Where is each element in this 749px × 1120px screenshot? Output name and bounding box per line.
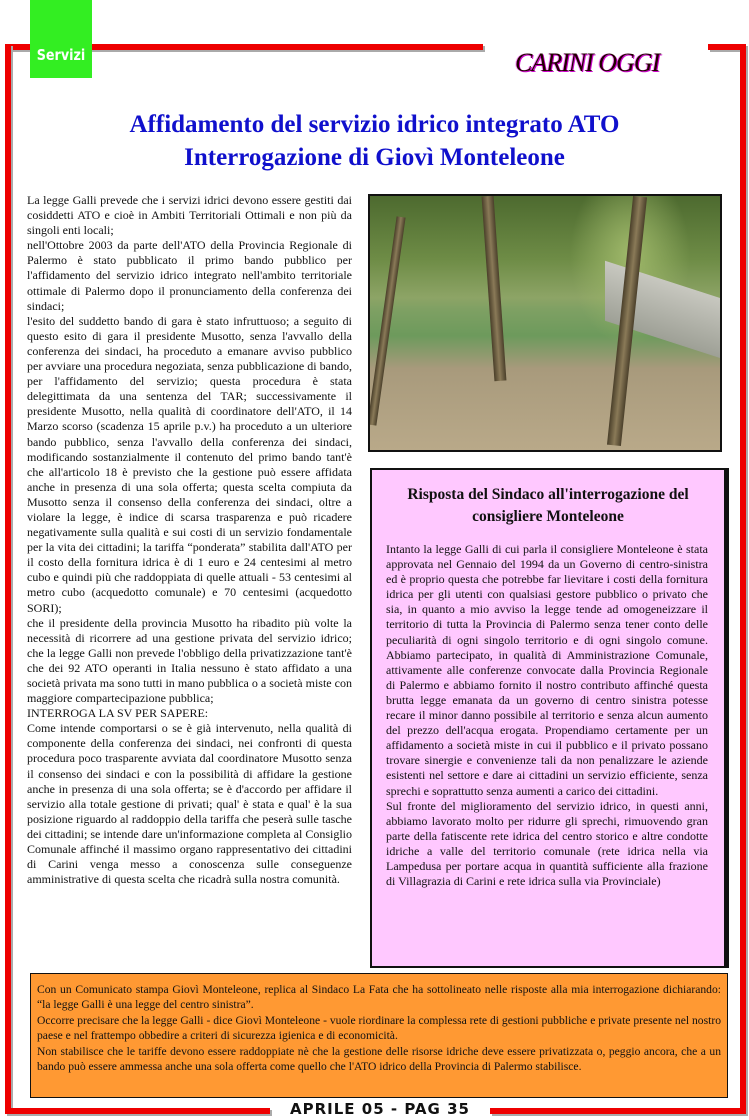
press-release-body — [37, 982, 721, 1074]
paragraph: Occorre precisare che la legge Galli - dice Giovì Monteleone - vuole riordinare la complessa rete di gestioni pubbliche e private presente nel nostro paese e nel frattempo obbedire a criteri di sicurezza igienica e di economicità. — [37, 1013, 721, 1043]
page-footer: APRILE 05 - PAG 35 — [290, 1100, 470, 1118]
paragraph: che il presidente della provincia Musotto ha ribadito più volte la necessità di ricorrere ad una gestione privata del servizio idrico; che la legge Galli non prevede l'obbligo della privatizzazione tant'è che dei 92 ATO operanti in Italia nessuno è stato affidato a una società privata ma sono tutti in mano pubblica o a società miste con maggiore compartecipazione pubblica; — [27, 615, 352, 706]
title-line-2: Interrogazione di Giovì Monteleone — [184, 144, 565, 171]
reply-title: Risposta del Sindaco all'interrogazione del consigliere Monteleone — [407, 486, 689, 525]
paragraph: La legge Galli prevede che i servizi idrici devono essere gestiti dai cosiddetti ATO e cioè in Ambiti Territoriali Ottimali e non più da singoli enti locali; — [27, 193, 352, 238]
photo-tree-trunk — [482, 196, 507, 381]
photo-tree-trunk — [368, 216, 406, 425]
section-tag — [30, 0, 92, 78]
paragraph: Come intende comportarsi o se è già intervenuto, nella qualità di componente della conferenza dei sindaci, nei confronti di questa procedura poco trasparente avviata dal coordinatore Musotto senza il consenso dei sindaci e con la possibilità di affidare la gestione anche in presenza di una sola offerta; se è d'accordo per affidare il servizio alla totale gestione di privati; qual' è stata e qual' è la sua posizione riguardo al raddoppio della tariffa che peserà sulle tasche dei cittadini; se intende dare un'informazione completa al Consiglio Comunale affinché il massimo organo rappresentativo dei cittadini di Carini venga messo a conoscenza sulle conseguenze amministrative di questa scelta che ricadrà sulla nostra comunità. — [27, 721, 352, 887]
frame-left — [5, 44, 11, 1114]
mayor-reply-box — [370, 468, 726, 968]
article-title — [30, 108, 719, 174]
press-release-box — [30, 973, 728, 1098]
newspaper-logo: CARINI OGGI — [515, 48, 660, 77]
title-line-1: Affidamento del servizio idrico integrato ATO — [129, 111, 620, 138]
frame-bottom-left — [5, 1108, 270, 1114]
frame-bottom-right — [490, 1108, 746, 1114]
paragraph: INTERROGA LA SV PER SAPERE: — [27, 706, 209, 721]
paragraph: Sul fronte del miglioramento del servizio idrico, in questi anni, abbiamo lavorato molto per ridurre gli sprechi, rimuovendo gran parte della fatiscente rete idrica del centro storico e altre condotte idriche a valle del territorio comunale (rete idrica nella via Lampedusa per portare acqua in quantità sufficiente alla frazione di Villagrazia di Carini e rete idrica sulla via Provinciale) — [386, 798, 708, 889]
paragraph: Con un Comunicato stampa Giovì Monteleone, replica al Sindaco La Fata che ha sottolineato nelle risposte alla mia interrogazione dichiarando: “la legge Galli è una legge del centro sinistra”. — [37, 983, 721, 1012]
paragraph: nell'Ottobre 2003 da parte dell'ATO della Provincia Regionale di Palermo è stato pubblicato il primo bando pubblico per l'affidamento del servizio idrico integrato nell'ambito territoriale ottimale di Palermo dopo il pronunciamento della conferenza dei sindaci; — [27, 238, 352, 313]
article-body — [27, 193, 352, 887]
paragraph: Intanto la legge Galli di cui parla il consigliere Monteleone è stata approvata nel Gennaio del 1994 da un Governo di centro-sinistra ed è proprio questa che potrebbe far lievitare i costi della fornitura idrica per gli utenti con qualsiasi gestore pubblico o privato che sia, in quanto a mio avviso la legge tende ad omogeneizzare il territorio di tutta la Provincia di Palermo senza tener conto delle peculiarità di ogni singolo territorio e di ogni singolo comune. Abbiamo partecipato, in qualità di Amministrazione Comunale, attivamente alle conferenze convocate dalla Provincia Regionale di Palermo e abbiamo fornito il nostro contributo affinché questa brutta legge emanata da un governo di centro sinistra potesse recare il minor danno possibile al territorio e senza alcun aumento del prezzo dell'acqua erogata. Propendiamo certamente per un affidamento a società miste in cui il pubblico e il privato possano trovare sinergie e convenienze tali da non penalizzare le aziende esistenti nel settore e dare ai cittadini un servizio efficiente, senza sprechi e soprattutto senza aumenti a carico dei cittadini. — [386, 542, 708, 798]
photo-pond-forest — [368, 194, 722, 452]
section-tag-label: Servizi — [36, 46, 86, 64]
frame-right — [740, 44, 746, 1114]
reply-body — [386, 542, 708, 889]
paragraph: l'esito del suddetto bando di gara è stato infruttuoso; a seguito di questo esito di gara il presidente Musotto, senza l'avvallo della conferenza dei sindaci, ha proceduto a emanare avviso pubblico per avviare una procedura negoziata, senza pubblicazione di bando, per l'affidamento del servizio; questa procedura è stata delegittimata da una sentenza del TAR; successivamente il presidente Musotto, nella qualità di coordinatore dell'ATO, il 14 Marzo scorso (scadenza 15 aprile p.v.) ha proceduto a un ulteriore bando pubblico, senza l'avvallo della conferenza dei sindaci, modificando sostanzialmente il contenuto del primo bando tant'è che all'articolo 18 è previsto che la gestione può essere affidata anche in presenza di una sola offerta; questa scelta compiuta da Musotto senza il consenso della conferenza dei sindaci, oltre a violare la legge, è indice di scarsa trasparenza e può ricadere negativamente sulla qualità e sui costi di un servizio fondamentale per la vita dei cittadini; la tariffa “ponderata” stabilita dall'ATO per il costo della fornitura idrica è di 1 euro e 24 centesimi al metro cubo e quindi più che raddoppiata di quelle attuali - 53 centesimi al metro cubo (acquedotto comunale) e 70 centesimi (acquedotto SORI); — [27, 313, 352, 615]
paragraph: Non stabilisce che le tariffe devono essere raddoppiate nè che la gestione delle risorse idriche deve essere privatizzata o, peggio ancora, che a un bando può essere ammessa anche una sola offerta come quello che l'ATO idrico della Provincia di Palermo stabilisce. — [37, 1044, 721, 1074]
